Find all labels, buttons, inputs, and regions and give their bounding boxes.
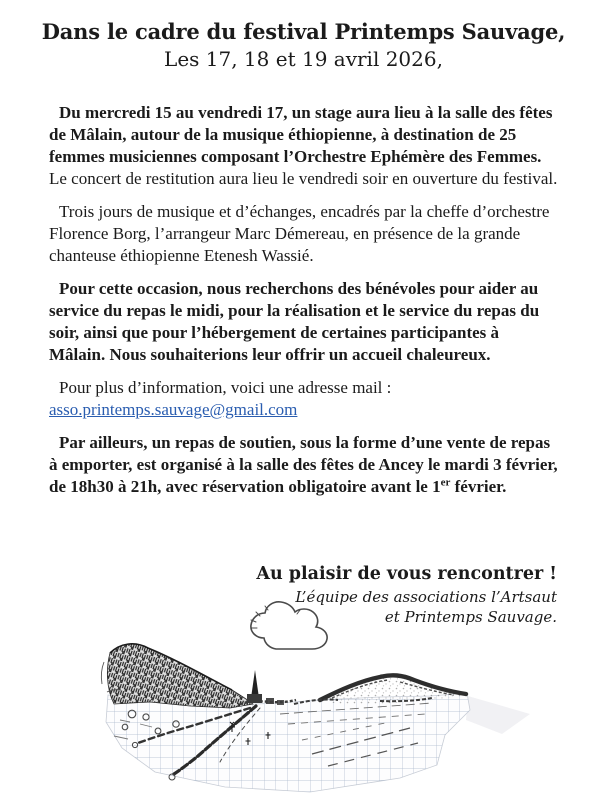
page-title: Dans le cadre du festival Printemps Sauvage, [41, 19, 566, 44]
document-header [0, 18, 607, 73]
signature-block [256, 564, 557, 627]
paragraph-encadrants: Trois jours de musique et d’échanges, encadrés par la cheffe d’orchestre Florence Borg, l’arrangeur Marc Démereau, en présence de la grande chanteuse éthiopienne Etenesh Wassié. [49, 202, 550, 265]
closing-line: Au plaisir de vous rencontrer ! [256, 564, 557, 584]
paragraph-benevoles: Pour cette occasion, nous recherchons des bénévoles pour aider au service du repas le midi, pour la réalisation et le service du repas du soir, ainsi que pour l’hébergement de certaines participantes à Mâlain. Nous souhaiterions leur offrir un accueil chaleureux. [49, 279, 540, 364]
paragraph-contact-intro: Pour plus d’information, voici une adresse mail : [59, 378, 392, 397]
torn-edge-shadow [466, 696, 530, 734]
paragraph-stage: Du mercredi 15 au vendredi 17, un stage aura lieu à la salle des fêtes de Mâlain, autour de la musique éthiopienne, à destination de 25 femmes musiciennes composant l’Orchestre Ephémère des Femmes. Le concert de restitution aura lieu le vendredi soir en ouverture du festival. [49, 103, 558, 188]
email-link[interactable]: asso.printemps.sauvage@gmail.com [49, 400, 298, 419]
landscape-sketch [80, 596, 538, 808]
village-church-spire [240, 670, 296, 705]
forested-ridge [101, 644, 253, 708]
team-line-1: L’équipe des associations l’Artsaut [295, 588, 557, 606]
team-line-2: et Printemps Sauvage. [384, 608, 557, 626]
landscape-sketch-svg [80, 596, 538, 808]
page-subtitle: Les 17, 18 et 19 avril 2026, [164, 47, 443, 71]
paragraph-repas-soutien: Par ailleurs, un repas de soutien, sous la forme d’une vente de repas à emporter, est organisé à la salle des fêtes de Ancey le mardi 3 février, de 18h30 à 21h, avec réservation obligatoire avant le 1er février. [49, 433, 558, 496]
email-line [49, 399, 558, 421]
document-body [49, 102, 558, 509]
